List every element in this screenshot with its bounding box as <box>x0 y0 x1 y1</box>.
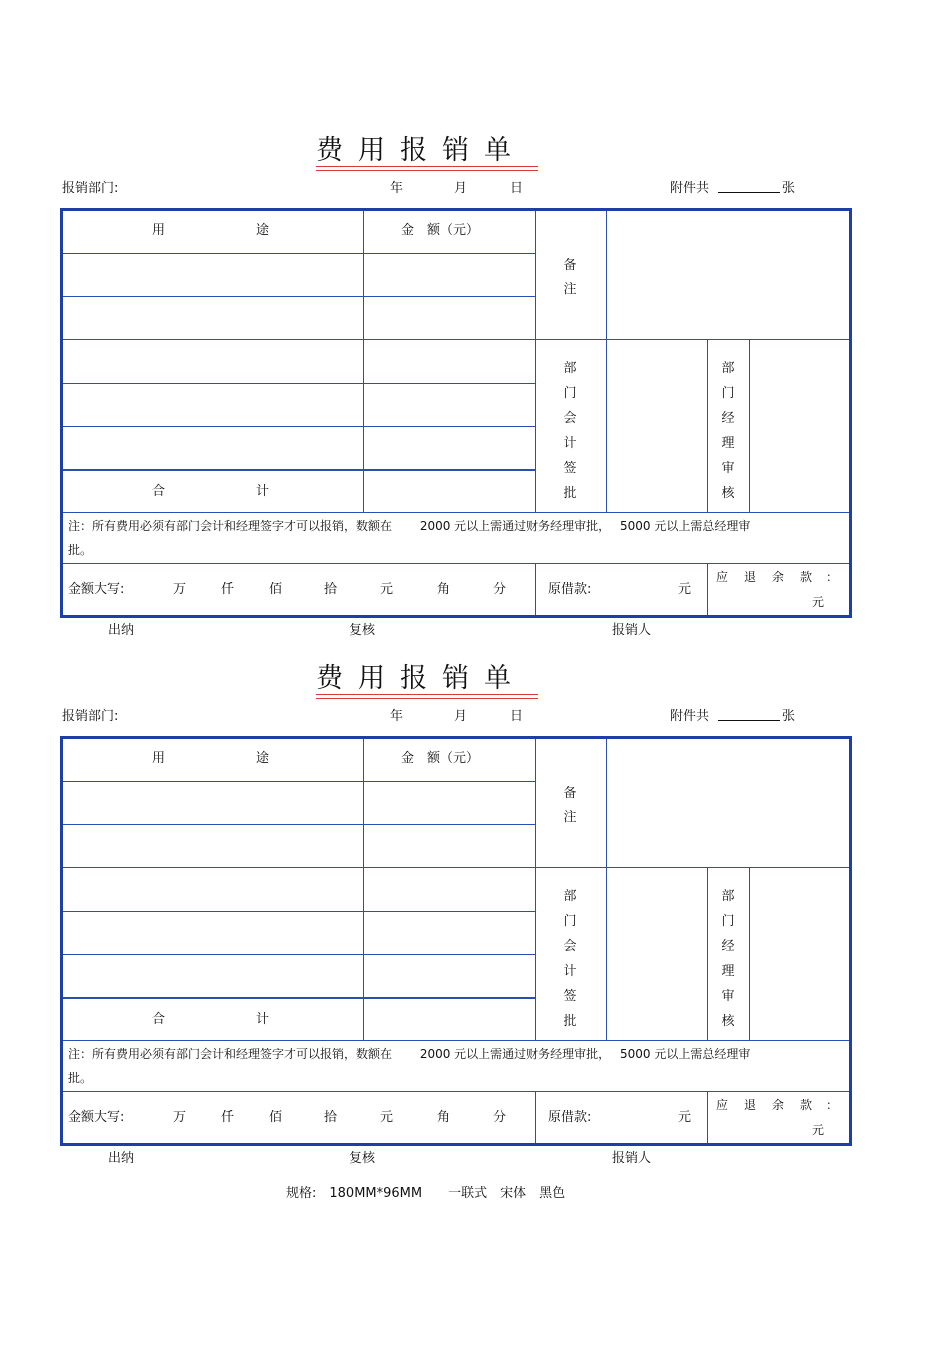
total-label: 计 <box>256 484 270 499</box>
cashier-label: 出纳 <box>108 1151 135 1166</box>
policy-note: 批。 <box>68 1071 93 1085</box>
row-divider <box>63 339 849 340</box>
col-divider <box>535 563 536 615</box>
refund-label: ： <box>826 1098 839 1112</box>
acct-sign-label: 批 <box>563 1014 577 1029</box>
mgr-review-label: 部 <box>721 361 735 376</box>
policy-note: 注：所有费用必须有部门会计和经理签字才可以报销，数额在 2000 元以上需通过财务经理审批， 5000 元以上需总经理审 <box>68 519 751 533</box>
acct-sign-label: 计 <box>563 436 577 451</box>
mgr-review-label: 核 <box>721 1014 735 1029</box>
title-underline <box>316 166 538 167</box>
claimant-label: 报销人 <box>612 623 652 638</box>
acct-sign-label: 批 <box>563 486 577 501</box>
original-loan-unit: 元 <box>678 1110 692 1125</box>
row-divider <box>63 426 535 427</box>
caps-unit: 万 <box>173 582 187 597</box>
row-divider <box>63 296 535 297</box>
col-divider <box>707 563 708 615</box>
caps-amount-label: 金额大写: <box>68 582 125 597</box>
attach-suffix: 张 <box>782 709 796 724</box>
purpose-header: 用 <box>152 751 166 766</box>
policy-note: 批。 <box>68 543 93 557</box>
row-divider <box>63 867 849 868</box>
claimant-label: 报销人 <box>612 1151 652 1166</box>
mgr-review-label: 经 <box>721 939 735 954</box>
col-divider <box>707 1091 708 1143</box>
caps-unit: 分 <box>493 582 507 597</box>
policy-note: 注：所有费用必须有部门会计和经理签字才可以报销，数额在 2000 元以上需通过财务经理审批， 5000 元以上需总经理审 <box>68 1047 751 1061</box>
purpose-header: 途 <box>256 223 270 238</box>
refund-label: 退 <box>744 1098 757 1112</box>
purpose-header: 用 <box>152 223 166 238</box>
row-divider <box>63 781 535 782</box>
review-label: 复核 <box>349 1151 376 1166</box>
date-month: 月 <box>454 709 468 724</box>
refund-label: 款 <box>800 1098 813 1112</box>
refund-label: 款 <box>800 570 813 584</box>
original-loan-unit: 元 <box>678 582 692 597</box>
form-table <box>60 736 852 1146</box>
attach-prefix: 附件共 <box>670 181 710 196</box>
row-divider <box>63 911 535 912</box>
form-title: 费用报销单 <box>316 135 526 166</box>
attach-count-blank[interactable] <box>718 192 780 193</box>
col-divider <box>535 211 536 512</box>
attach-count-blank[interactable] <box>718 720 780 721</box>
title-underline <box>316 170 538 171</box>
acct-sign-label: 会 <box>563 411 577 426</box>
refund-unit: 元 <box>812 595 825 609</box>
original-loan-label: 原借款: <box>548 582 592 597</box>
acct-sign-label: 部 <box>563 361 577 376</box>
mgr-review-label: 审 <box>721 989 735 1004</box>
caps-unit: 拾 <box>324 582 338 597</box>
attach-suffix: 张 <box>782 181 796 196</box>
date-day: 日 <box>510 181 524 196</box>
amount-header: 金 额（元） <box>401 223 480 238</box>
total-label: 合 <box>152 484 166 499</box>
amount-header: 金 额（元） <box>401 751 480 766</box>
col-divider <box>749 339 750 512</box>
mgr-review-label: 核 <box>721 486 735 501</box>
acct-sign-label: 门 <box>563 914 577 929</box>
col-divider <box>707 867 708 1040</box>
spec-note: 规格: 180MM*96MM 一联式 宋体 黑色 <box>286 1186 566 1201</box>
mgr-review-label: 理 <box>721 964 735 979</box>
form-title: 费用报销单 <box>316 663 526 694</box>
row-divider <box>63 253 535 254</box>
col-divider <box>535 1091 536 1143</box>
refund-label: 应 <box>716 570 729 584</box>
remark-label: 注 <box>563 810 577 825</box>
remark-label: 注 <box>563 282 577 297</box>
acct-sign-label: 门 <box>563 386 577 401</box>
row-divider <box>63 512 849 513</box>
total-label: 合 <box>152 1012 166 1027</box>
title-underline <box>316 694 538 695</box>
expense-reimbursement-form <box>0 135 950 655</box>
caps-unit: 佰 <box>269 582 283 597</box>
col-divider <box>363 739 364 1040</box>
review-label: 复核 <box>349 623 376 638</box>
caps-unit: 拾 <box>324 1110 338 1125</box>
refund-label: 退 <box>744 570 757 584</box>
original-loan-label: 原借款: <box>548 1110 592 1125</box>
caps-unit: 仟 <box>221 1110 235 1125</box>
date-year: 年 <box>390 181 404 196</box>
col-divider <box>606 739 607 1040</box>
caps-unit: 元 <box>380 582 394 597</box>
refund-label: 余 <box>772 1098 785 1112</box>
cashier-label: 出纳 <box>108 623 135 638</box>
acct-sign-label: 签 <box>563 461 577 476</box>
total-label: 计 <box>256 1012 270 1027</box>
col-divider <box>535 739 536 1040</box>
caps-unit: 佰 <box>269 1110 283 1125</box>
caps-unit: 角 <box>437 582 451 597</box>
mgr-review-label: 经 <box>721 411 735 426</box>
row-divider <box>63 824 535 825</box>
caps-unit: 仟 <box>221 582 235 597</box>
row-divider <box>63 997 535 999</box>
remark-label: 备 <box>563 258 577 273</box>
refund-label: 余 <box>772 570 785 584</box>
remark-label: 备 <box>563 786 577 801</box>
row-divider <box>63 469 535 471</box>
refund-label: ： <box>826 570 839 584</box>
col-divider <box>606 211 607 512</box>
mgr-review-label: 门 <box>721 386 735 401</box>
caps-amount-label: 金额大写: <box>68 1110 125 1125</box>
title-underline <box>316 698 538 699</box>
caps-unit: 元 <box>380 1110 394 1125</box>
row-divider <box>63 1091 849 1092</box>
form-table <box>60 208 852 618</box>
dept-label: 报销部门: <box>62 709 119 724</box>
row-divider <box>63 383 535 384</box>
acct-sign-label: 计 <box>563 964 577 979</box>
mgr-review-label: 门 <box>721 914 735 929</box>
caps-unit: 角 <box>437 1110 451 1125</box>
purpose-header: 途 <box>256 751 270 766</box>
refund-unit: 元 <box>812 1123 825 1137</box>
row-divider <box>63 563 849 564</box>
acct-sign-label: 部 <box>563 889 577 904</box>
acct-sign-label: 会 <box>563 939 577 954</box>
row-divider <box>63 1040 849 1041</box>
date-year: 年 <box>390 709 404 724</box>
expense-reimbursement-form <box>0 663 950 1183</box>
date-day: 日 <box>510 709 524 724</box>
date-month: 月 <box>454 181 468 196</box>
dept-label: 报销部门: <box>62 181 119 196</box>
mgr-review-label: 部 <box>721 889 735 904</box>
acct-sign-label: 签 <box>563 989 577 1004</box>
caps-unit: 分 <box>493 1110 507 1125</box>
mgr-review-label: 审 <box>721 461 735 476</box>
col-divider <box>363 211 364 512</box>
col-divider <box>749 867 750 1040</box>
attach-prefix: 附件共 <box>670 709 710 724</box>
caps-unit: 万 <box>173 1110 187 1125</box>
col-divider <box>707 339 708 512</box>
refund-label: 应 <box>716 1098 729 1112</box>
row-divider <box>63 954 535 955</box>
mgr-review-label: 理 <box>721 436 735 451</box>
